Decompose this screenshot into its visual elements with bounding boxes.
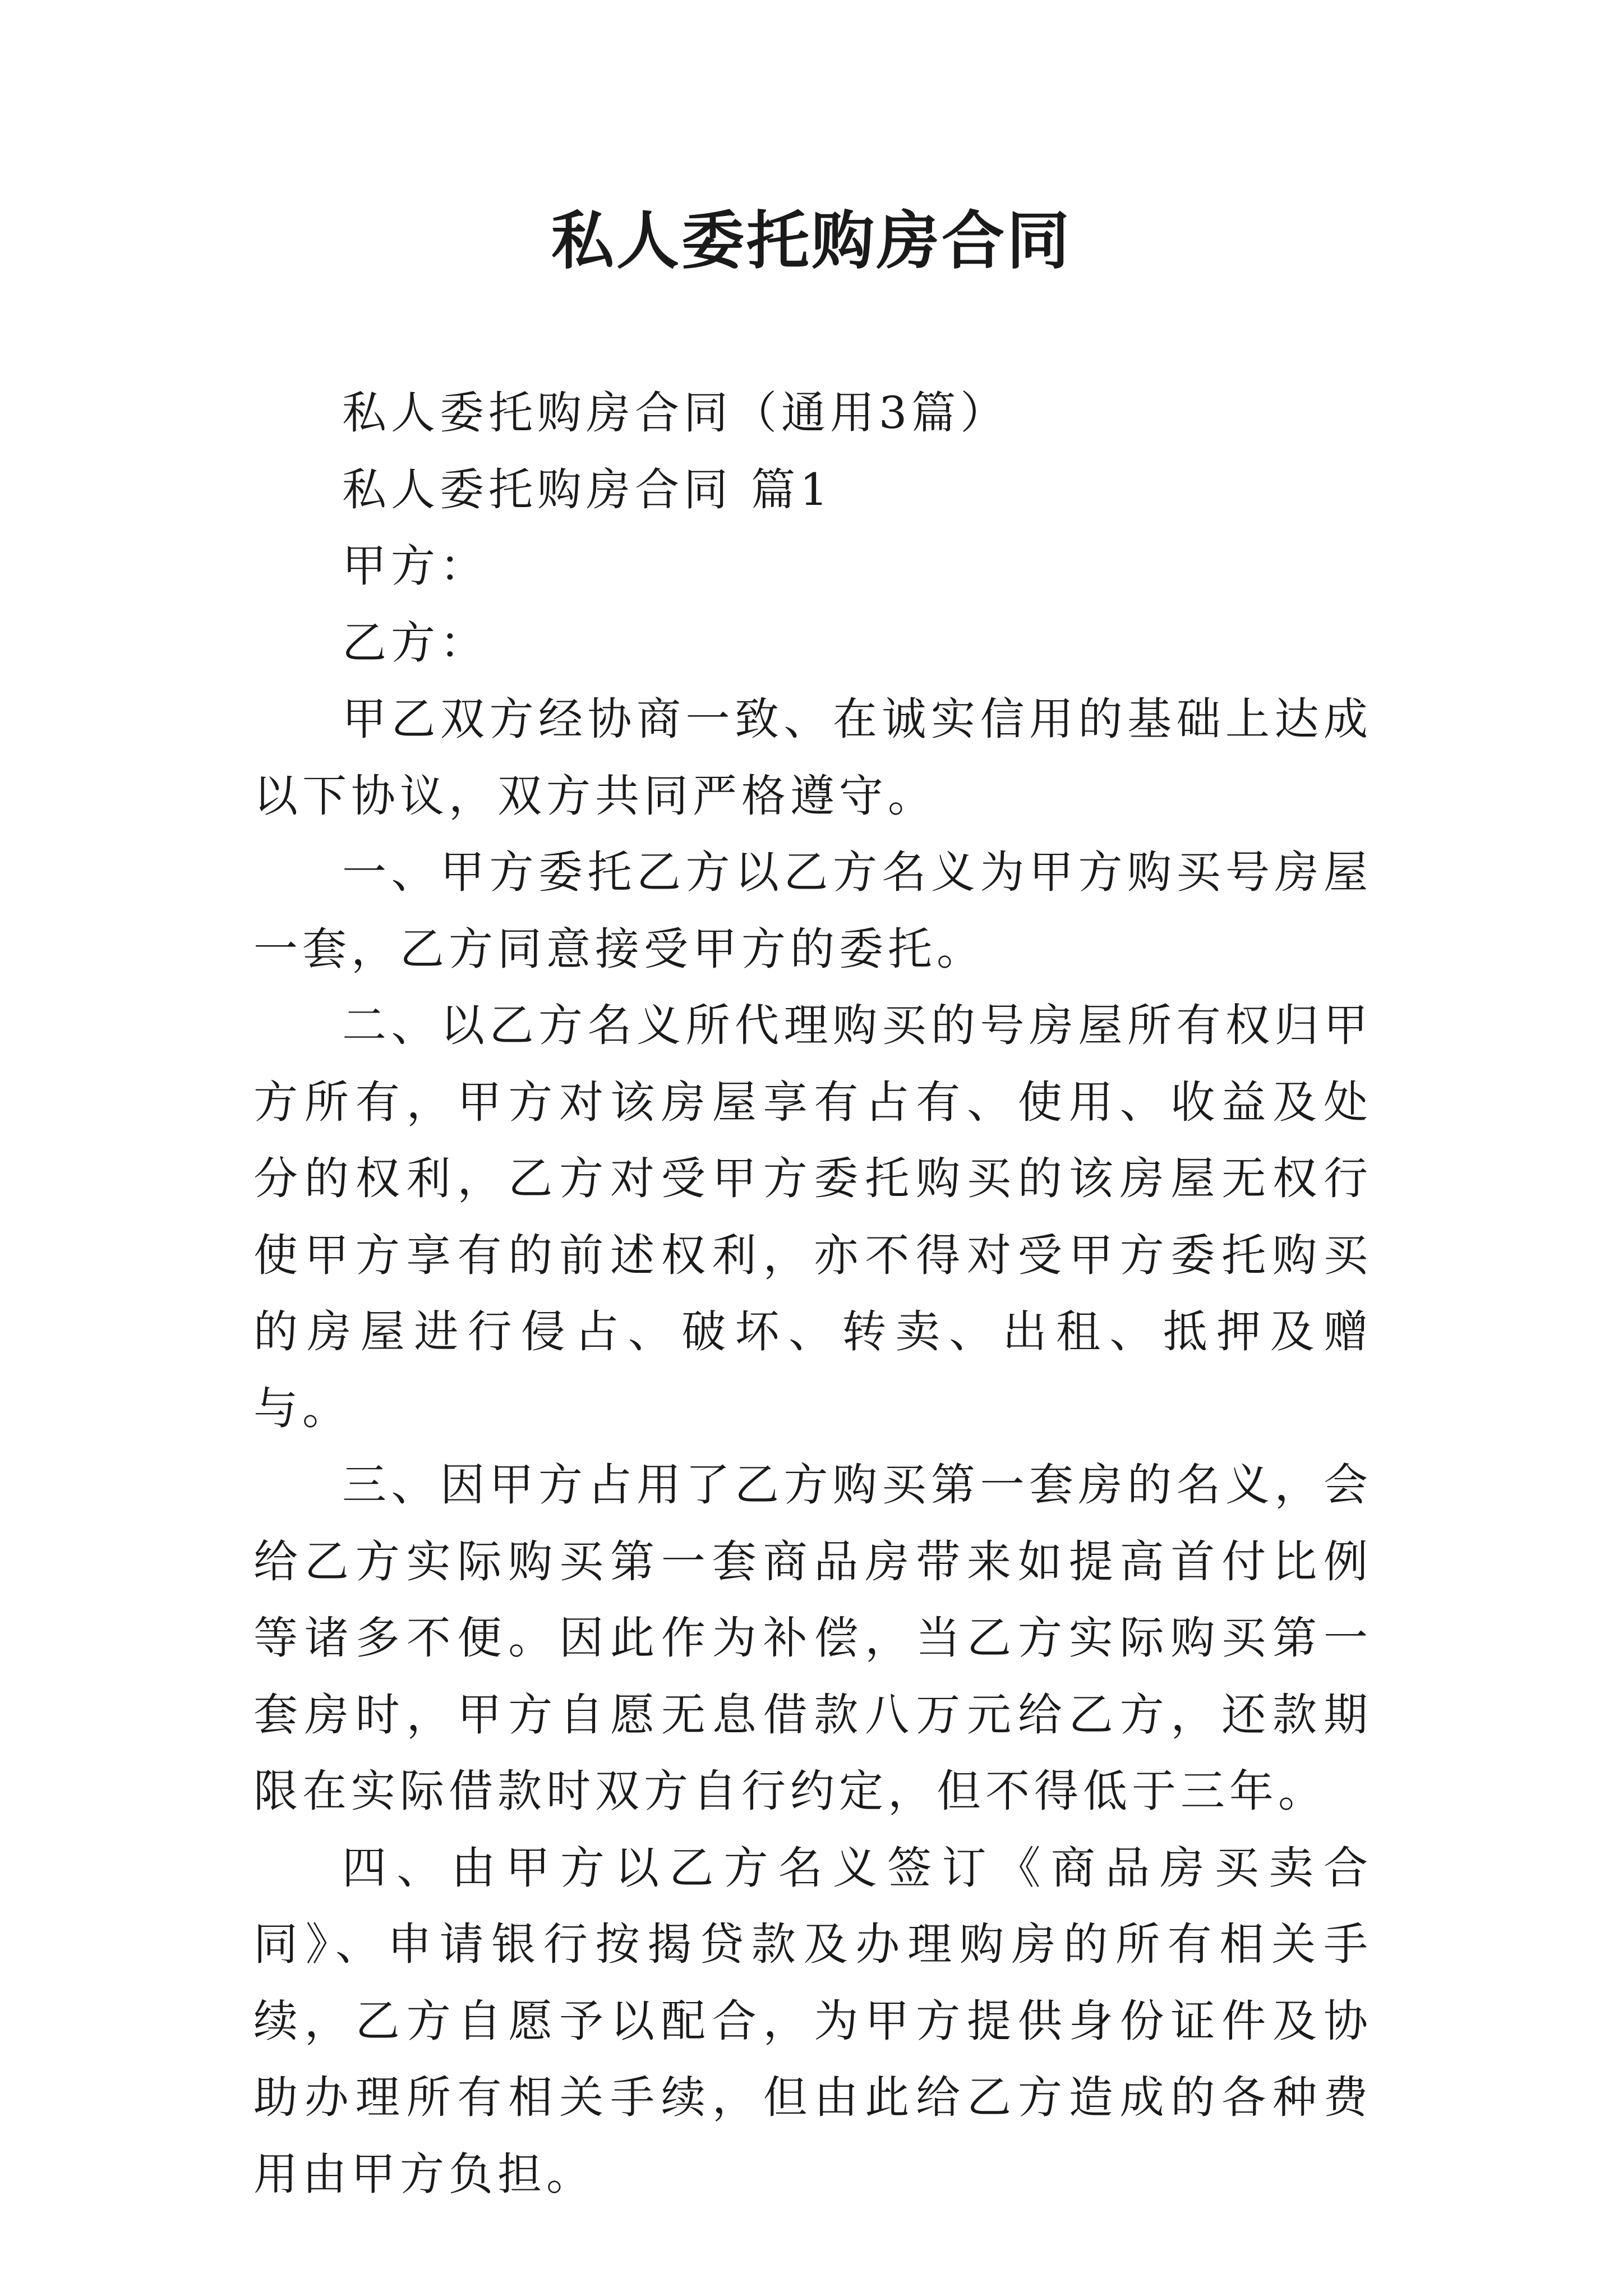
paragraph-clause-4: 四、由甲方以乙方名义签订《商品房买卖合同》、申请银行按揭贷款及办理购房的所有相关手续，乙方自愿予以配合，为甲方提供身份证件及协助办理所有相关手续，但由此给乙方造成的各种费用由甲方负担。 [253,1842,1372,2200]
document-body [253,375,1372,2212]
paragraph-party-a: 甲方： [342,540,488,592]
paragraph-party-b: 乙方： [342,616,488,669]
paragraph-heading-part-1: 私人委托购房合同 篇1 [342,463,833,516]
paragraph-clause-2: 二、以乙方名义所代理购买的号房屋所有权归甲方所有，甲方对该房屋享有占有、使用、收益及处分的权利，乙方对受甲方委托购买的该房屋无权行使甲方享有的前述权利，亦不得对受甲方委托购买的房屋进行侵占、破坏、转卖、出租、抵押及赠与。 [253,1000,1372,1434]
paragraph-clause-3: 三、因甲方占用了乙方购买第一套房的名义，会给乙方实际购买第一套商品房带来如提高首付比例等诸多不便。因此作为补偿，当乙方实际购买第一套房时，甲方自愿无息借款八万元给乙方，还款期限在实际借款时双方自行约定，但不得低于三年。 [253,1459,1372,1817]
paragraph-preamble: 甲乙双方经协商一致、在诚实信用的基础上达成以下协议，双方共同严格遵守。 [253,693,1372,822]
paragraph-heading-collection: 私人委托购房合同（通用3篇） [342,387,1009,439]
document-title: 私人委托购房合同 [551,204,1072,278]
paragraph-clause-1: 一、甲方委托乙方以乙方名义为甲方购买号房屋一套，乙方同意接受甲方的委托。 [253,846,1372,975]
